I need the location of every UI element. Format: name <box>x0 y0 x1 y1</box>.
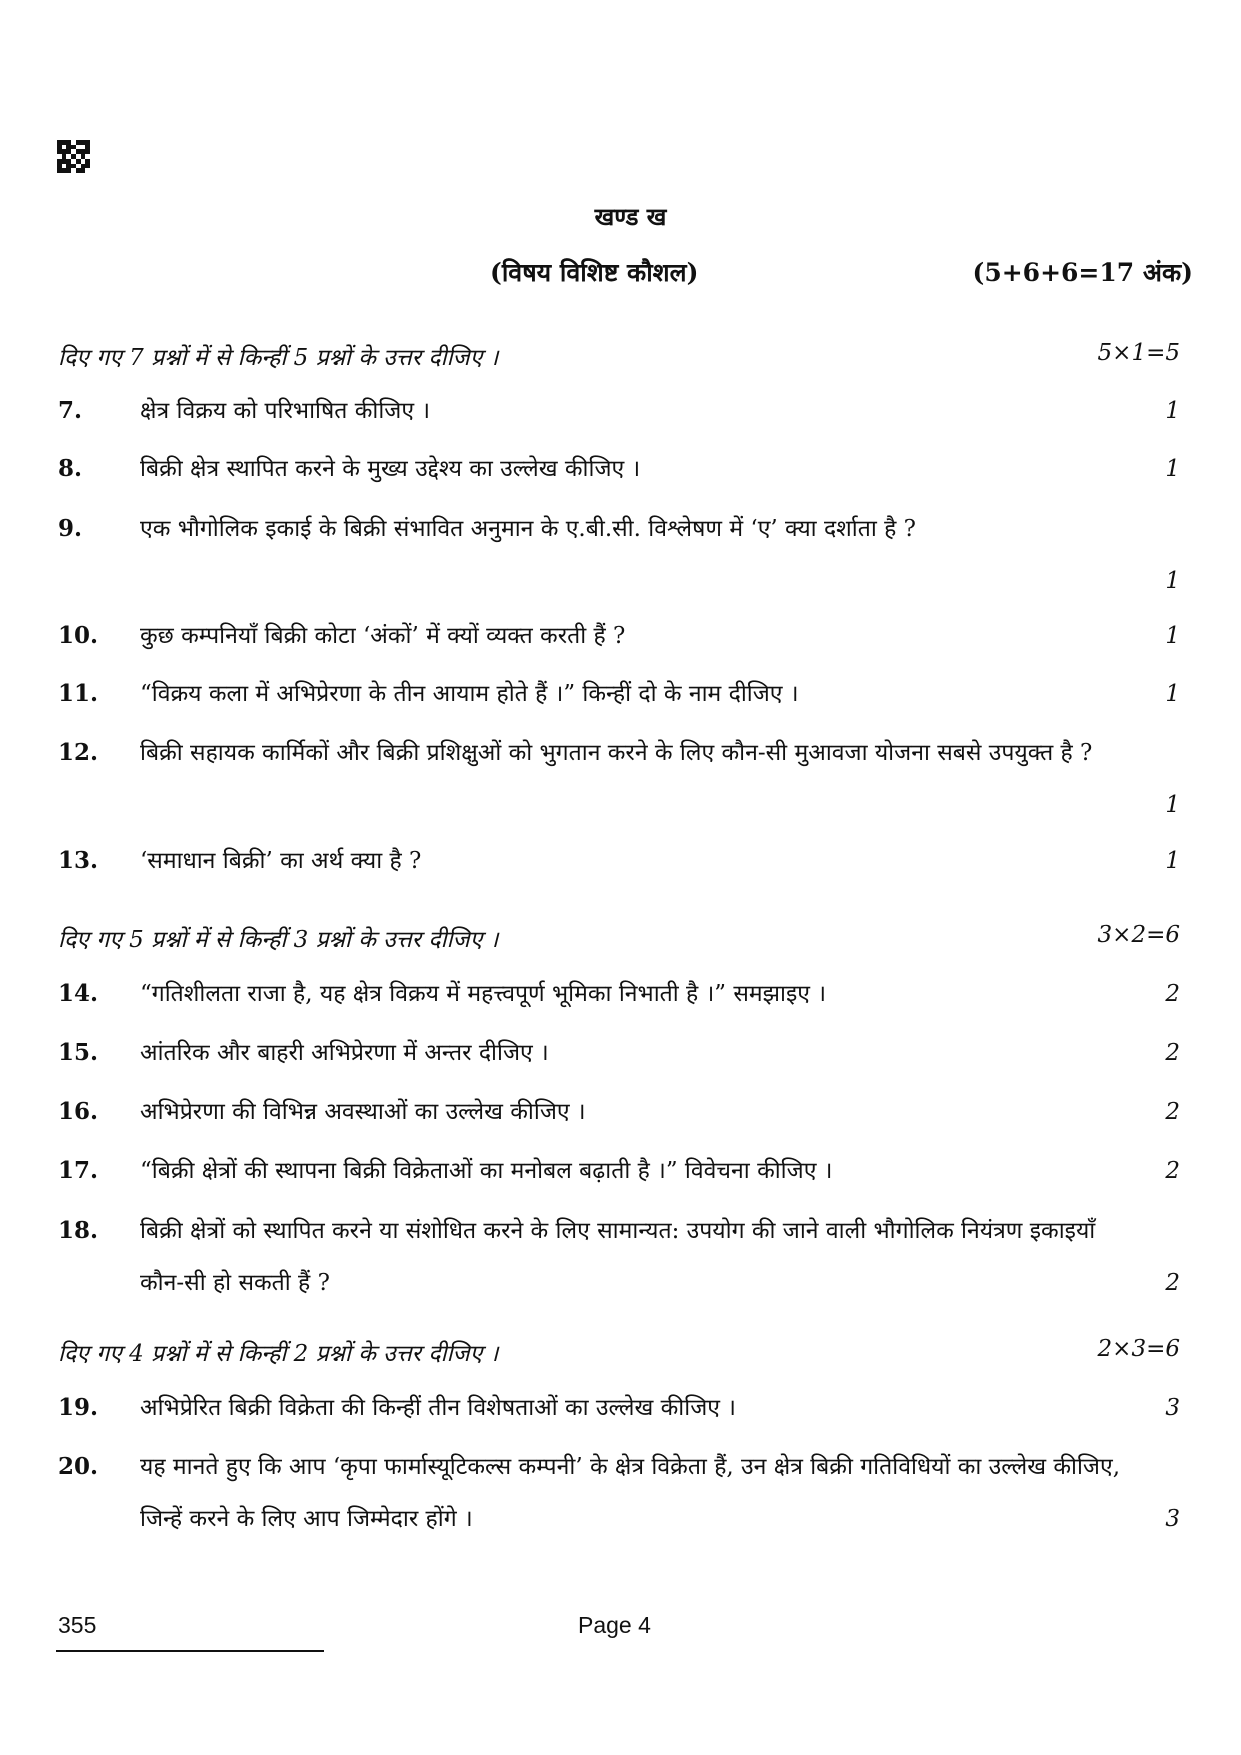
question-text: बिक्री क्षेत्र स्थापित करने के मुख्य उद्देश्य का उल्लेख कीजिए । <box>140 456 641 482</box>
instruction-marks: 5×1=5 <box>1097 340 1180 366</box>
page-number: Page 4 <box>578 1612 651 1638</box>
question-number: 18. <box>58 1217 99 1244</box>
question-number: 16. <box>58 1098 99 1125</box>
question-marks: 2 <box>1165 981 1180 1007</box>
question-number: 7. <box>58 397 83 424</box>
paper-code: 355 <box>58 1612 97 1638</box>
instruction-text: दिए गए 7 प्रश्नों में से किन्हीं 5 प्रश्नों के उत्तर दीजिए । <box>58 345 499 371</box>
question-marks: 1 <box>1165 848 1180 874</box>
question-text: अभिप्रेरित बिक्री विक्रेता की किन्हीं तीन विशेषताओं का उल्लेख कीजिए । <box>140 1395 737 1421</box>
question-number: 8. <box>58 455 83 482</box>
question-text: एक भौगोलिक इकाई के बिक्री संभावित अनुमान के ए.बी.सी. विश्लेषण में ‘ए’ क्या दर्शाता है ? <box>140 516 916 542</box>
question-marks: 1 <box>1165 398 1180 424</box>
question-marks: 2 <box>1165 1040 1180 1066</box>
question-number: 20. <box>58 1453 99 1480</box>
question-text: अभिप्रेरणा की विभिन्न अवस्थाओं का उल्लेख कीजिए । <box>140 1099 586 1125</box>
question-number: 9. <box>58 515 83 542</box>
section-subject: (विषय विशिष्ट कौशल) <box>490 258 699 287</box>
question-text: “विक्रय कला में अभिप्रेरणा के तीन आयाम होते हैं ।” किन्हीं दो के नाम दीजिए । <box>140 681 799 707</box>
question-marks: 1 <box>1165 681 1180 707</box>
question-marks: 1 <box>1165 792 1180 818</box>
question-text: कुछ कम्पनियाँ बिक्री कोटा ‘अंकों’ में क्यों व्यक्त करती हैं ? <box>140 623 626 649</box>
question-marks: 3 <box>1165 1395 1180 1421</box>
question-text: “बिक्री क्षेत्रों की स्थापना बिक्री विक्रेताओं का मनोबल बढ़ाती है ।” विवेचना कीजिए । <box>140 1158 833 1184</box>
question-text: आंतरिक और बाहरी अभिप्रेरणा में अन्तर दीजिए । <box>140 1040 549 1066</box>
question-text: क्षेत्र विक्रय को परिभाषित कीजिए । <box>140 398 431 424</box>
question-text: बिक्री क्षेत्रों को स्थापित करने या संशोधित करने के लिए सामान्यत: उपयोग की जाने वाली भौगोलिक नियंत्रण इकाइयाँ कौन-सी हो सकती हैं ? <box>140 1218 1096 1296</box>
instruction-marks: 2×3=6 <box>1097 1336 1180 1362</box>
question-text: बिक्री सहायक कार्मिकों और बिक्री प्रशिक्षुओं को भुगतान करने के लिए कौन-सी मुआवजा योजना सबसे उपयुक्त है ? <box>140 740 1093 766</box>
question-number: 17. <box>58 1157 99 1184</box>
question-marks: 3 <box>1165 1506 1180 1532</box>
question-marks: 1 <box>1165 456 1180 482</box>
question-marks: 1 <box>1165 568 1180 594</box>
question-number: 15. <box>58 1039 99 1066</box>
qr-code-icon <box>57 140 90 173</box>
question-number: 10. <box>58 622 99 649</box>
question-marks: 2 <box>1165 1099 1180 1125</box>
question-marks: 1 <box>1165 623 1180 649</box>
instruction-text: दिए गए 5 प्रश्नों में से किन्हीं 3 प्रश्नों के उत्तर दीजिए । <box>58 927 499 953</box>
instruction-marks: 3×2=6 <box>1097 922 1180 948</box>
question-number: 11. <box>58 680 99 707</box>
question-text: ‘समाधान बिक्री’ का अर्थ क्या है ? <box>140 848 422 874</box>
question-number: 19. <box>58 1394 99 1421</box>
question-text: “गतिशीलता राजा है, यह क्षेत्र विक्रय में महत्त्वपूर्ण भूमिका निभाती है ।” समझाइए । <box>140 981 827 1007</box>
footer-divider <box>56 1650 324 1652</box>
question-number: 13. <box>58 847 99 874</box>
question-marks: 2 <box>1165 1158 1180 1184</box>
question-marks: 2 <box>1165 1270 1180 1296</box>
section-total-marks: (5+6+6=17 अंक) <box>972 258 1193 287</box>
instruction-text: दिए गए 4 प्रश्नों में से किन्हीं 2 प्रश्नों के उत्तर दीजिए । <box>58 1341 499 1367</box>
question-number: 14. <box>58 980 99 1007</box>
question-text: यह मानते हुए कि आप ‘कृपा फार्मास्यूटिकल्स कम्पनी’ के क्षेत्र विक्रेता हैं, उन क्षेत्र बिक्री गतिविधियों का उल्लेख कीजिए, जिन्हें करने के लिए आप जिम्मेदार होंगे । <box>140 1454 1121 1532</box>
section-title: खण्ड ख <box>594 202 667 231</box>
question-number: 12. <box>58 739 99 766</box>
